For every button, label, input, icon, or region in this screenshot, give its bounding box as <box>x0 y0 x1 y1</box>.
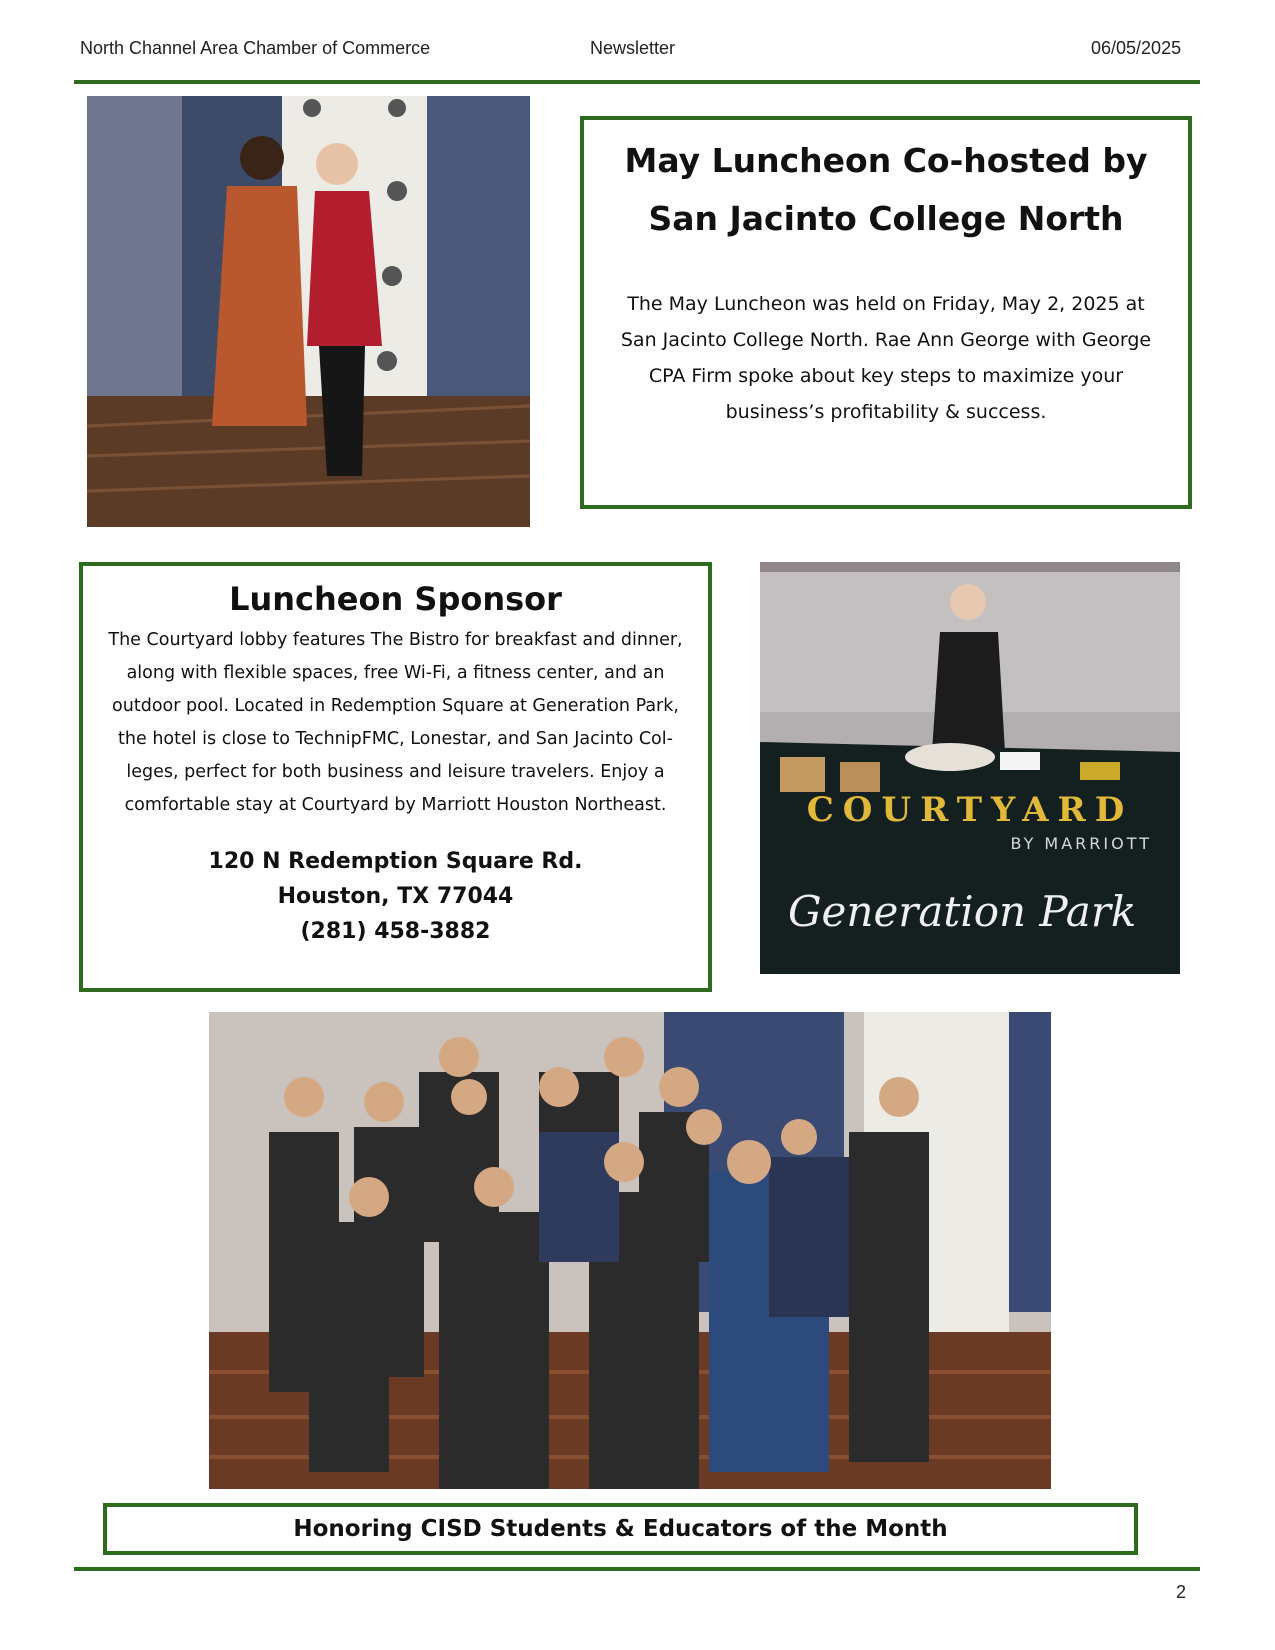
sponsor-address-line1: 120 N Redemption Square Rd. <box>208 849 583 874</box>
luncheon-body-line: San Jacinto College North. Rae Ann George with George <box>620 329 1152 351</box>
luncheon-body-line: The May Luncheon was held on Friday, May 2, 2025 at <box>627 293 1145 315</box>
header-date: 06/05/2025 <box>1091 38 1182 58</box>
header-org: North Channel Area Chamber of Commerce <box>80 38 431 58</box>
sponsor-body-line: the hotel is close to TechnipFMC, Lonestar, and San Jacinto Col- <box>118 729 673 749</box>
booth-brand-sub: BY MARRIOTT <box>1010 834 1152 853</box>
sponsor-body-line: comfortable stay at Courtyard by Marriott Houston Northeast. <box>124 795 667 815</box>
sponsor-title: Luncheon Sponsor <box>229 580 562 618</box>
sponsor-phone: (281) 458-3882 <box>300 919 491 944</box>
booth-brand: COURTYARD <box>806 790 1134 830</box>
sponsor-address-line2: Houston, TX 77044 <box>277 884 514 909</box>
header-rule <box>74 80 1200 84</box>
header-section: Newsletter <box>590 38 676 58</box>
luncheon-box <box>580 116 1192 509</box>
booth-location: Generation Park <box>788 887 1137 936</box>
group-caption: Honoring CISD Students & Educators of the Month <box>293 1516 948 1542</box>
sponsor-body <box>83 624 708 822</box>
photo-group <box>209 1012 1051 1489</box>
sponsor-body-line: leges, perfect for both business and leisure travelers. Enjoy a <box>126 762 665 782</box>
footer-rule <box>74 1567 1200 1571</box>
sponsor-body-line: outdoor pool. Located in Redemption Square at Generation Park, <box>112 696 679 716</box>
photo-two-women <box>87 96 530 527</box>
sponsor-body-line: along with flexible spaces, free Wi-Fi, a fitness center, and an <box>126 663 665 683</box>
photo-courtyard-booth <box>760 562 1180 974</box>
sponsor-address <box>83 844 708 949</box>
luncheon-title-line2: San Jacinto College North <box>648 199 1124 238</box>
luncheon-title-line1: May Luncheon Co-hosted by <box>624 141 1148 180</box>
luncheon-body-line: business’s profitability & success. <box>725 401 1047 423</box>
luncheon-body <box>584 286 1188 430</box>
group-caption-box <box>103 1503 1138 1555</box>
luncheon-body-line: CPA Firm spoke about key steps to maximize your <box>648 365 1124 387</box>
sponsor-box <box>79 562 712 992</box>
page-number: 2 <box>1176 1582 1187 1602</box>
sponsor-body-line: The Courtyard lobby features The Bistro for breakfast and dinner, <box>108 630 683 650</box>
